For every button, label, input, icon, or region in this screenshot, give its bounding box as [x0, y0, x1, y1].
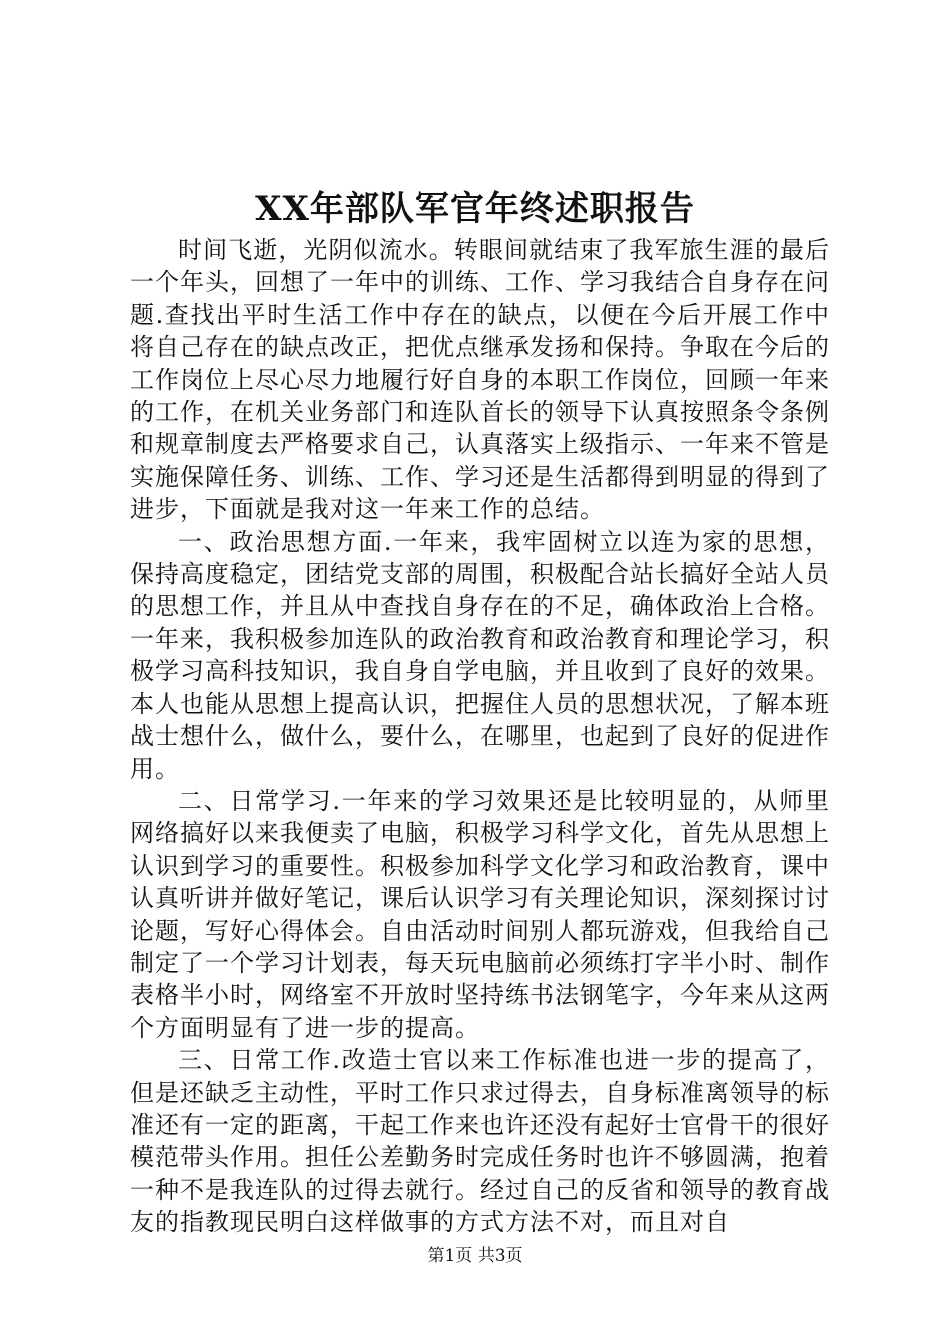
- paragraph-daily-work: 三、日常工作.改造士官以来工作标准也进一步的提高了，但是还缺乏主动性，平时工作只求过得去，自身标准离领导的标准还有一定的距离，干起工作来也许还没有起好士官骨干的很好模范带头作用。担任公差勤务时完成任务时也许不够圆满，抱着一种不是我连队的过得去就行。经过自己的反省和领导的教育战友的指教现民明白这样做事的方式方法不对，而且对自: [130, 1046, 830, 1237]
- paragraph-political-thought: 一、政治思想方面.一年来，我牢固树立以连为家的思想，保持高度稳定，团结党支部的周围，积极配合站长搞好全站人员的思想工作，并且从中查找自身存在的不足，确体政治上合格。一年来，我积极参加连队的政治教育和政治教育和理论学习，积极学习高科技知识，我自身自学电脑，并且收到了良好的效果。本人也能从思想上提高认识，把握住人员的思想状况，了解本班战士想什么，做什么，要什么，在哪里，也起到了良好的促进作用。: [130, 527, 830, 783]
- paragraph-intro: 时间飞逝，光阴似流水。转眼间就结束了我军旅生涯的最后一个年头，回想了一年中的训练、工作、学习我结合自身存在问题.查找出平时生活工作中存在的缺点，以便在今后开展工作中将自己存在的缺点改正，把优点继承发扬和保持。争取在今后的工作岗位上尽心尽力地履行好自身的本职工作岗位，回顾一年来的工作，在机关业务部门和连队首长的领导下认真按照条令条例和规章制度去严格要求自己，认真落实上级指示、一年来不管是实施保障任务、训练、工作、学习还是生活都得到明显的得到了进步，下面就是我对这一年来工作的总结。: [130, 236, 830, 524]
- document-title: XX年部队军官年终述职报告: [255, 189, 695, 229]
- paragraph-daily-study: 二、日常学习.一年来的学习效果还是比较明显的，从师里网络搞好以来我便卖了电脑，积极学习科学文化，首先从思想上认识到学习的重要性。积极参加科学文化学习和政治教育，课中认真听讲并做好笔记，课后认识学习有关理论知识，深刻探讨讨论题，写好心得体会。自由活动时间别人都玩游戏，但我给自己制定了一个学习计划表，每天玩电脑前必须练打字半小时、制作表格半小时，网络室不开放时坚持练书法钢笔字，今年来从这两个方面明显有了进一步的提高。: [130, 786, 830, 1042]
- document-body: [130, 234, 830, 1239]
- page-number-footer: 第1页 共3页: [427, 1246, 523, 1266]
